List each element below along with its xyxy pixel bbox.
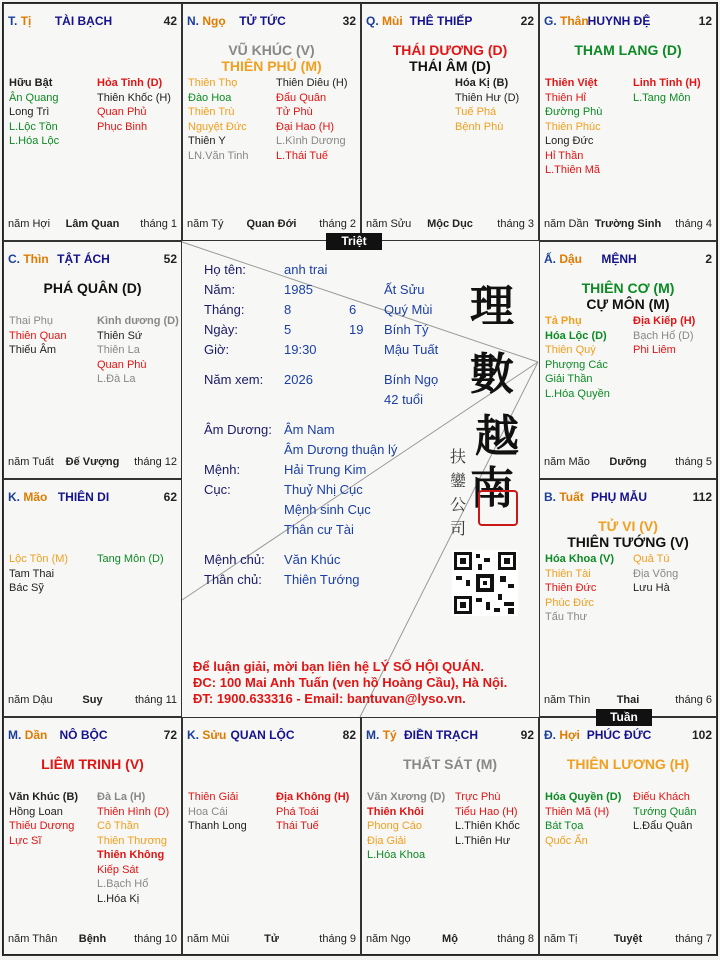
main-star: THIÊN CƠ (M) [581,280,675,296]
minor-star: Thiên Việt [545,77,598,89]
minor-star: Hỉ Thần [545,149,584,162]
minor-star: Quả Tú [633,553,670,565]
minor-star: Bệnh Phù [455,120,504,133]
minor-star: Giải Thần [545,373,593,385]
year-label: năm Mùi [187,933,230,945]
detail-label: Thân chủ: [204,572,262,587]
palace-cell-ty[interactable] [361,717,539,956]
month-label: tháng 5 [675,456,712,468]
minor-star: Phong Cáo [367,820,423,832]
minor-star: Bạch Hổ (D) [633,329,694,342]
palace-name: MỆNH [601,252,637,266]
life-stage: Trường Sinh [594,218,662,230]
palace-age: 72 [163,728,177,742]
minor-stars-right [276,790,349,834]
minor-star: Thiên Y [188,135,226,147]
minor-stars-left [367,790,445,863]
minor-star: Thiên Hỉ [545,91,586,104]
minor-star: Đà La (H) [97,791,146,803]
info-value-canchi: Bính Tý [384,322,429,337]
life-stage: Mộ [442,933,458,945]
life-stage: Thai [616,694,640,706]
palace-header [8,14,177,30]
minor-star: Phi Liêm [633,344,676,356]
month-label: tháng 2 [319,218,356,230]
contact-line: ĐT: 1900.633316 - Email: bantuvan@lyso.vn. [193,691,466,706]
minor-star: Quan Phủ [97,106,147,118]
life-stage: Dưỡng [609,456,647,468]
minor-star: Hữu Bật [9,77,53,89]
minor-star: Địa Không (H) [276,791,350,803]
detail-label: Âm Dương: [204,422,272,437]
palace-header [187,14,356,30]
info-label: Tháng: [204,302,245,317]
minor-star: Thiên Quý [545,344,596,356]
palace-stem: Đ. Hợi [544,728,580,742]
detail-value: Âm Nam [284,422,335,437]
minor-star: Tuế Phá [455,106,497,118]
palace-stem: Ấ. Dậu [544,252,583,266]
info-label: Giờ: [204,342,230,357]
year-label: năm Ngọ [366,933,411,945]
minor-star: Đào Hoa [188,91,232,104]
minor-star: L.Lộc Tồn [9,120,58,133]
palace-header [8,252,177,268]
minor-star: Cô Thần [97,820,139,832]
minor-star: Thiên Hư (D) [455,91,520,104]
month-label: tháng 4 [675,218,712,230]
minor-star: Văn Xương (D) [367,791,446,803]
contact-line: ĐC: 100 Mai Anh Tuấn (ven hồ Hoàng Cầu), Hà Nội. [193,675,508,690]
palace-stem: N. Ngọ [187,14,226,28]
minor-star: Tướng Quân [633,805,697,818]
minor-star: Địa Kiếp (H) [633,315,696,327]
minor-stars-right [633,790,697,834]
palace-footer [8,218,177,232]
minor-star: Phúc Đức [545,596,594,609]
minor-stars-right [97,790,169,906]
company-char: 扶 [450,447,467,466]
minor-star: Ân Quang [9,91,59,104]
minor-stars-right [276,76,348,163]
year-label: năm Dậu [8,694,53,706]
minor-stars-left [545,314,610,401]
palace-name: QUAN LỘC [230,728,295,742]
company-char: 司 [450,519,467,538]
palace-age: 102 [691,728,712,742]
calligraphy-char: 數 [470,349,514,400]
main-star: THIÊN PHỦ (M) [221,58,322,74]
palace-cell-hoi[interactable] [539,717,717,956]
minor-star: Kình dương (D) [97,315,179,327]
calligraphy-char: 南 [470,463,514,514]
info-label: Họ tên: [204,262,246,277]
minor-star: Đường Phù [545,106,603,118]
palace-cell-mao[interactable] [3,479,182,717]
palace-name: TẬT ÁCH [57,252,110,266]
palace-cell-suu[interactable] [182,717,361,956]
palace-cell-than[interactable] [539,3,717,241]
palace-age: 22 [520,14,534,28]
minor-star: Hóa Quyền (D) [545,791,622,803]
life-stage: Suy [82,694,103,706]
minor-star: Thiên Khôi [367,805,424,818]
life-stage: Lâm Quan [65,218,120,230]
month-label: tháng 3 [497,218,534,230]
palace-footer [187,218,356,232]
minor-star: Lộc Tồn (M) [9,553,69,565]
year-label: năm Sửu [366,218,412,230]
palace-cell-thin[interactable] [3,241,182,479]
month-label: tháng 1 [140,218,177,230]
month-label: tháng 12 [134,456,177,468]
main-star: TỬ VI (V) [598,518,658,534]
palace-age: 82 [342,728,356,742]
palace-age: 92 [520,728,534,742]
detail-value: Thuỷ Nhị Cục [284,482,363,497]
minor-star: Thiên Thương [97,834,168,847]
minor-star: Hỏa Tinh (D) [97,77,163,89]
detail-value: Thiên Tướng [284,572,360,587]
minor-star: L.Đà La [97,373,136,385]
minor-star: Nguyệt Đức [188,120,247,133]
info-value: 19:30 [284,342,317,357]
minor-stars-right [633,552,678,596]
minor-star: Thiên Quan [9,329,67,342]
minor-star: Quan Phù [97,358,147,371]
minor-star: Tiểu Hao (H) [455,805,518,818]
info-value-canchi: Quý Mùi [384,302,433,317]
palace-header [366,728,534,744]
palace-cell-ngo[interactable] [182,3,361,241]
palace-name: PHÚC ĐỨC [586,728,652,742]
minor-stars-left [9,552,68,596]
minor-star: Quốc Ấn [545,834,588,847]
palace-age: 42 [163,14,177,28]
minor-star: Hồng Loan [9,805,63,818]
minor-star: Thanh Long [188,820,247,832]
minor-star: Thiếu Dương [9,820,75,832]
minor-star: Phá Toái [276,805,319,818]
palace-header [544,728,712,744]
palace-footer [544,933,712,947]
palace-header [544,252,712,268]
minor-star: Đại Hao (H) [276,120,335,133]
palace-stem: K. Sửu [187,728,227,742]
palace-header [544,14,712,30]
red-seal [478,490,518,526]
minor-star: Long Đức [545,135,594,147]
main-star: CỰ MÔN (M) [586,296,670,312]
minor-stars-right [633,76,701,105]
company-char: 公 [450,495,467,514]
main-star: VŨ KHÚC (V) [228,42,315,58]
minor-star: Linh Tinh (H) [633,77,701,89]
info-value: anh trai [284,262,328,277]
month-label: tháng 6 [675,694,712,706]
info-label: Năm xem: [204,372,264,387]
life-stage: Quan Đới [246,218,297,230]
month-label: tháng 7 [675,933,712,945]
minor-star: Lưu Hà [633,582,670,594]
minor-star: Thiên Mã (H) [545,805,610,818]
palace-header [544,490,712,506]
minor-star: Thiên Sứ [97,329,143,342]
life-stage: Mộc Dục [427,218,473,230]
minor-star: LN.Văn Tinh [188,149,249,162]
detail-value: Văn Khúc [284,552,341,567]
minor-stars-left [545,76,602,178]
month-label: tháng 10 [134,933,177,945]
palace-footer [544,694,712,708]
palace-age: 112 [692,490,712,504]
main-star: THẤT SÁT (M) [402,756,498,772]
palace-cell-ti[interactable] [3,3,182,241]
minor-stars-right [633,314,695,358]
info-value: 8 [284,302,292,317]
palace-footer [544,218,712,232]
minor-star: Thiên Đức [545,582,597,594]
palace-name: THIÊN DI [57,490,110,504]
month-label: tháng 11 [134,694,177,706]
info-value-canchi: Mậu Tuất [384,342,439,357]
minor-stars-left [9,76,59,149]
minor-star: Kiếp Sát [97,863,139,876]
month-label: tháng 9 [319,933,356,945]
triet-badge: Triệt [326,233,382,250]
minor-stars-left [545,552,614,625]
palace-name: THÊ THIẾP [409,14,473,28]
year-label: năm Tị [544,933,578,945]
life-stage: Tuyệt [613,933,643,945]
main-star: THÁI ÂM (D) [409,58,491,74]
info-label: Năm: [204,282,236,297]
main-star: PHÁ QUÂN (D) [43,280,142,296]
minor-star: L.Đẩu Quân [633,820,693,832]
palace-footer [366,933,534,947]
palace-stem: K. Mão [8,490,48,504]
minor-star: L.Thái Tuế [276,149,328,162]
life-stage: Bệnh [78,933,107,945]
minor-star: Bát Tọa [545,820,584,832]
minor-star: Tả Phụ [545,315,582,327]
minor-star: Hóa Lộc (D) [545,329,607,342]
minor-stars-right [455,790,520,848]
info-value: 1985 [284,282,313,297]
main-star: THIÊN LƯƠNG (H) [566,756,690,772]
palace-stem: B. Tuất [544,490,584,504]
main-star: THAM LANG (D) [574,42,682,58]
minor-star: Thiên Tài [545,567,591,580]
year-label: năm Hợi [8,218,51,230]
palace-stem: M. Dần [8,728,48,742]
palace-header [366,14,534,30]
minor-star: Long Trì [9,106,50,118]
palace-footer [8,456,177,470]
company-char: 鑾 [450,471,467,490]
year-label: năm Tý [187,218,224,230]
minor-star: Tấu Thư [545,611,588,623]
minor-star: Bác Sỹ [9,582,44,594]
info-value-canchi: Ất Sửu [384,282,425,297]
minor-stars-left [188,790,247,834]
minor-star: Hóa Kị (B) [455,77,509,89]
minor-star: Thái Tuế [276,820,319,832]
minor-stars-left [9,314,66,358]
year-label: năm Mão [544,456,590,468]
palace-stem: T. Tị [8,14,32,28]
minor-star: Lực Sĩ [9,834,42,847]
palace-footer [8,933,177,947]
palace-footer [187,933,356,947]
minor-star: Tam Thai [9,567,55,580]
palace-age: 62 [163,490,177,504]
minor-star: Thiên Diêu (H) [276,77,348,89]
palace-cell-dan[interactable] [3,717,182,956]
calligraphy-char: 越 [475,411,519,462]
detail-value: Hải Trung Kim [284,462,367,477]
minor-star: Phượng Các [545,358,608,371]
palace-stem: Q. Mùi [366,14,403,28]
palace-name: HUYNH ĐỆ [587,14,651,28]
contact-line: Để luận giải, mời bạn liên hệ LÝ SỐ HỘI QUÁN. [193,659,484,674]
minor-star: Thiếu Âm [9,344,57,356]
info-value: 2026 [284,372,313,387]
minor-star: Tử Phù [276,106,313,118]
minor-stars-left [545,790,621,848]
minor-star: Hoa Cái [188,805,228,818]
qr-code[interactable] [452,550,518,616]
month-label: tháng 8 [497,933,534,945]
minor-star: L.Thiên Hư [455,834,511,847]
palace-footer [8,694,177,708]
palace-footer [366,218,534,232]
palace-age: 12 [698,14,712,28]
minor-star: Thiên Thọ [188,77,238,89]
minor-star: Phục Binh [97,120,148,133]
palace-stem: C. Thìn [8,252,49,266]
minor-star: Thiên Hình (D) [97,805,170,818]
minor-stars-left [188,76,249,163]
minor-stars-right [97,314,179,387]
palace-cell-dau[interactable] [539,241,717,479]
info-value: 5 [284,322,292,337]
minor-star: Thiên Không [97,849,165,861]
detail-value: Thân cư Tài [284,522,354,537]
life-stage: Tử [264,933,279,945]
minor-star: Hóa Khoa (V) [545,553,615,565]
minor-star: L.Kình Dương [276,135,346,147]
minor-stars-right [455,76,519,134]
detail-label: Mệnh chủ: [204,552,265,567]
minor-star: Điếu Khách [633,791,690,803]
minor-stars-right [97,552,164,567]
minor-star: Thiên Phúc [545,120,601,133]
palace-age: 32 [342,14,356,28]
palace-header [8,490,177,506]
palace-header [8,728,177,744]
calligraphy-char: 理 [470,281,514,332]
main-star: THIÊN TƯỚNG (V) [567,534,689,550]
year-label: năm Thân [8,933,58,945]
info-value-lunar: 19 [349,322,364,337]
tuan-badge: Tuần [596,709,652,726]
palace-name: TỬ TỨC [239,14,286,28]
minor-star: L.Hóa Quyền [545,387,610,400]
palace-footer [544,456,712,470]
main-star: LIÊM TRINH (V) [41,756,144,772]
info-value-canchi: 42 tuổi [384,392,424,407]
minor-star: L.Hóa Khoa [367,849,426,861]
minor-star: Địa Giải [367,834,407,847]
main-star: THÁI DƯƠNG (D) [392,42,508,58]
minor-star: Thiên Khốc (H) [97,91,171,104]
minor-stars-left [9,790,78,848]
minor-star: L.Bạch Hổ [97,878,149,890]
minor-star: L.Thiên Mã [545,164,601,176]
minor-star: Đẩu Quân [276,91,327,104]
minor-stars-right [97,76,171,134]
palace-age: 2 [705,252,712,266]
detail-value: Âm Dương thuận lý [284,442,398,457]
minor-star: L.Tang Môn [633,91,691,104]
minor-star: L.Thiên Khốc [455,820,520,832]
info-value-canchi: Bính Ngọ [384,372,439,387]
year-label: năm Tuất [8,456,54,468]
palace-name: NÔ BỘC [59,728,108,742]
palace-age: 52 [163,252,177,266]
info-value-lunar: 6 [349,302,357,317]
palace-header [187,728,356,744]
minor-star: Thiên Giải [188,791,239,803]
year-label: năm Thìn [544,694,591,706]
minor-star: Thiên Trù [188,106,235,118]
life-stage: Đế Vượng [65,456,120,468]
palace-stem: M. Tý [366,728,397,742]
minor-star: L.Hóa Lộc [9,135,60,147]
minor-star: Văn Khúc (B) [9,791,79,803]
palace-stem: G. Thân [544,14,589,28]
palace-name: PHỤ MẪU [591,490,647,504]
palace-cell-tuat[interactable] [539,479,717,717]
info-label: Ngày: [204,322,238,337]
detail-value: Mệnh sinh Cục [284,502,371,517]
detail-label: Cục: [204,482,231,497]
minor-star: Tang Môn (D) [97,553,164,565]
minor-star: Thiên La [97,344,140,356]
minor-star: Trực Phù [455,791,501,803]
palace-name: TÀI BẠCH [54,14,113,28]
year-label: năm Dần [544,218,589,230]
palace-cell-mui[interactable] [361,3,539,241]
detail-label: Mệnh: [204,462,241,477]
palace-name: ĐIỀN TRẠCH [404,728,478,742]
minor-star: Thai Phụ [9,315,54,327]
minor-star: Địa Võng [633,567,679,580]
minor-star: L.Hóa Kị [97,892,140,905]
